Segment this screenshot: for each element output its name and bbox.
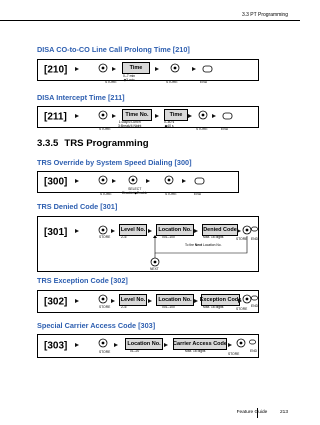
section-title-302: TRS Exception Code [302]	[37, 276, 128, 285]
caption-location-range: 001–100	[162, 235, 175, 239]
program-code: [300]	[44, 176, 68, 188]
sequence-210	[37, 59, 259, 81]
caption-max-digits: Max. 16 digits	[203, 305, 224, 309]
store-key-icon	[98, 110, 108, 120]
arrow-icon	[188, 114, 192, 118]
footer-guide-name: Feature Guide	[236, 410, 268, 415]
arrow-icon	[112, 179, 116, 183]
section-title-211: DISA Intercept Time [211]	[37, 93, 125, 102]
caption-end: END	[200, 80, 208, 84]
caption-store: STORE	[100, 192, 112, 196]
caption-level-range: 2–6	[121, 305, 127, 309]
caption-end: END	[250, 349, 257, 353]
program-code: [211]	[44, 111, 67, 123]
caption-max-digits: Max. 16 digits	[203, 235, 224, 239]
arrow-icon	[75, 67, 79, 71]
level-no-box: Level No.	[119, 224, 147, 236]
section-title-300: TRS Override by System Speed Dialing [300]	[37, 158, 192, 167]
caption-store: STORE	[228, 352, 240, 356]
store-key-icon	[170, 63, 180, 73]
caption-time-no: 1:Day/2:Lunch 3:Break/4:Night	[118, 120, 142, 129]
level-no-box: Level No.	[119, 294, 147, 306]
caption-end: END	[221, 127, 229, 131]
section-title-301: TRS Denied Code [301]	[37, 202, 118, 211]
store-key-icon	[98, 175, 108, 185]
sequence-302	[37, 290, 259, 313]
location-no-box: Location No.	[156, 294, 194, 306]
next-loop-line	[38, 217, 258, 271]
location-no-box: Location No.	[156, 224, 194, 236]
program-code: [302]	[44, 296, 68, 307]
subsection-title: TRS Programming	[64, 138, 149, 149]
end-key-icon	[202, 64, 213, 73]
arrow-icon	[194, 299, 198, 303]
store-key-icon	[98, 338, 108, 348]
end-key-icon	[251, 295, 258, 301]
arrow-icon	[212, 114, 216, 118]
caption-next: NEXT	[150, 267, 159, 271]
store-key-icon	[236, 338, 246, 348]
caption-location-range: 01–20	[130, 349, 140, 353]
subsection-heading	[37, 138, 149, 149]
location-no-box: Location No.	[125, 338, 163, 350]
arrow-icon	[112, 67, 116, 71]
arrow-icon	[164, 343, 168, 347]
caption-max-digits: Max. 16 digits	[185, 349, 206, 353]
caption-store: STORE	[105, 80, 117, 84]
caption-store: STORE	[166, 80, 178, 84]
caption-store: STORE	[99, 127, 111, 131]
arrow-icon	[148, 299, 152, 303]
arrow-icon	[111, 299, 115, 303]
subsection-number: 3.3.5	[37, 138, 59, 149]
denied-code-box: Denied Code	[202, 224, 238, 236]
sequence-303	[37, 334, 259, 358]
caption-level-range: 2–6	[121, 235, 127, 239]
store-key-icon	[98, 294, 108, 304]
running-header: 3.3 PT Programming	[241, 12, 288, 18]
header-rule	[0, 20, 300, 21]
program-code: [303]	[44, 340, 68, 352]
time-no-box: Time No.	[122, 109, 152, 121]
arrow-icon	[114, 343, 118, 347]
time-box: Time	[122, 62, 150, 74]
arrow-icon	[155, 67, 159, 71]
page-number: 213	[279, 410, 288, 415]
sequence-301	[37, 216, 259, 272]
next-location-note: To the Next Location No.	[185, 243, 222, 247]
arrow-icon	[75, 299, 79, 303]
caption-store: STORE	[99, 235, 111, 239]
section-title-210: DISA CO-to-CO Line Call Prolong Time [210]	[37, 45, 190, 54]
arrow-icon	[155, 114, 159, 118]
arrow-icon	[75, 114, 79, 118]
store-key-icon	[164, 175, 174, 185]
time-box: Time	[164, 109, 188, 121]
next-key-icon	[150, 257, 160, 267]
footer-divider	[257, 408, 258, 418]
end-key-icon	[249, 339, 256, 345]
arrow-icon	[228, 343, 232, 347]
caption-end: END	[194, 192, 202, 196]
carrier-access-code-box: Carrier Access Code	[173, 338, 227, 350]
caption-end: END	[251, 304, 258, 308]
store-key-icon	[198, 110, 208, 120]
arrow-icon	[182, 179, 186, 183]
end-key-icon	[194, 176, 205, 185]
caption-store: STORE	[99, 305, 111, 309]
program-code: [210]	[44, 64, 68, 76]
page-footer	[237, 410, 288, 415]
arrow-icon	[75, 343, 79, 347]
caption-store: STORE	[236, 307, 248, 311]
caption-store: STORE	[165, 192, 177, 196]
select-key-icon	[128, 175, 138, 185]
caption-time-range: 0–60 s ◆40 s	[164, 120, 175, 129]
store-key-icon	[98, 63, 108, 73]
arrow-icon	[192, 67, 196, 71]
caption-store: STORE	[196, 127, 208, 131]
section-title-303: Special Carrier Access Code [303]	[37, 321, 156, 330]
sequence-211	[37, 106, 259, 128]
exception-code-box: Exception Code	[201, 294, 240, 306]
caption-time-range: 0–7 min ◆3 min	[123, 74, 136, 83]
caption-store: STORE	[236, 237, 248, 241]
arrow-icon	[112, 114, 116, 118]
caption-store: STORE	[99, 350, 111, 354]
arrow-icon	[75, 179, 79, 183]
arrow-icon	[146, 179, 150, 183]
caption-location-range: 001–100	[162, 305, 175, 309]
program-code: [301]	[44, 227, 68, 238]
caption-end: END	[251, 237, 258, 241]
caption-select: SELECT Disable/◆Enable	[122, 187, 148, 196]
end-key-icon	[222, 111, 233, 120]
